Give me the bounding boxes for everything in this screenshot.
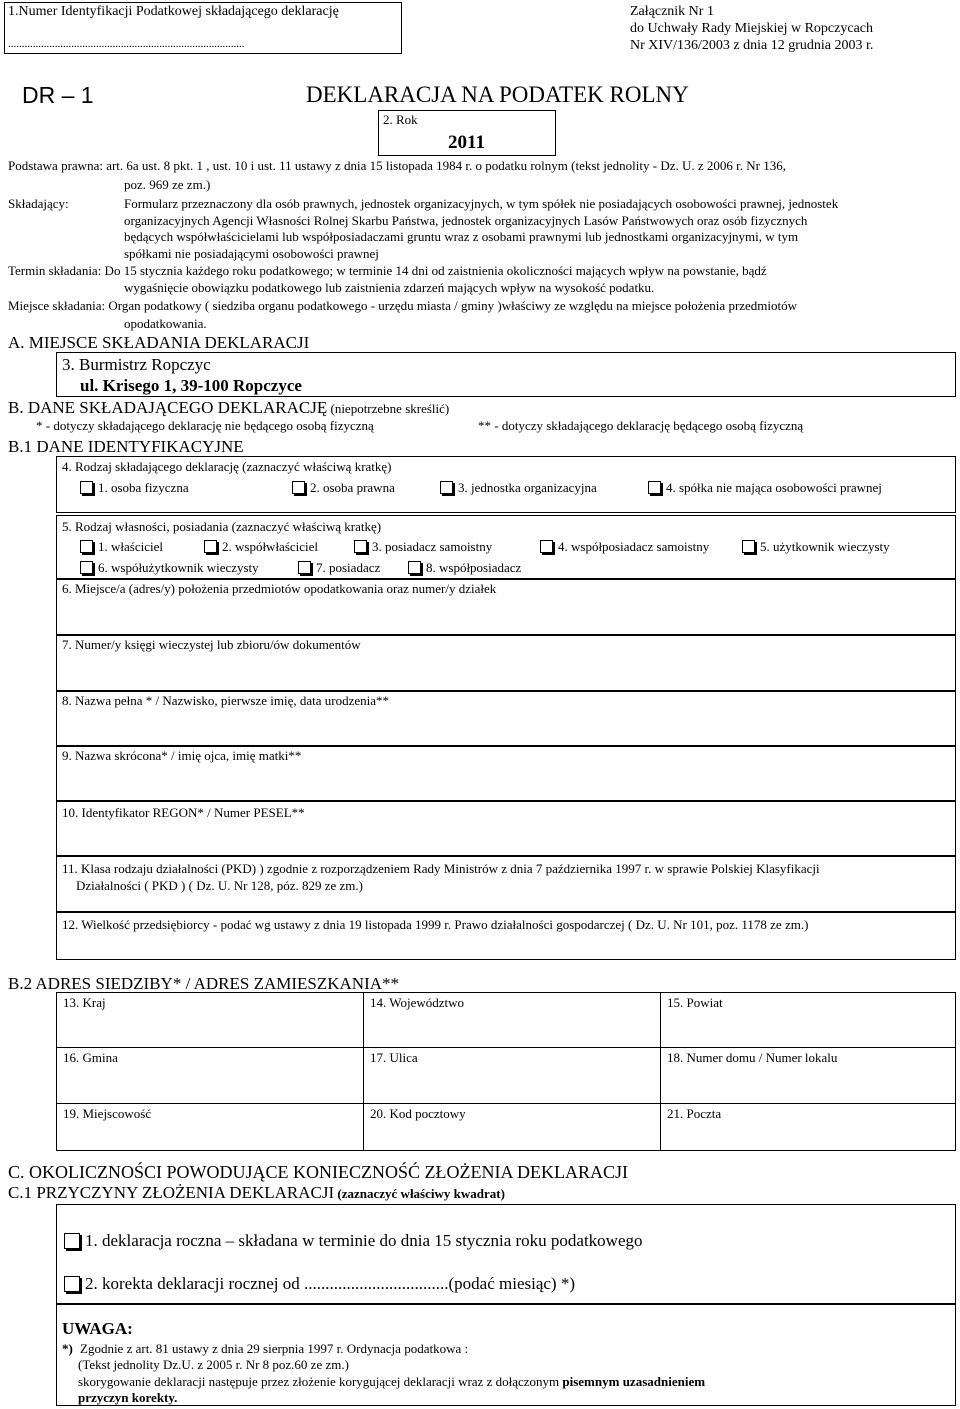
attachment-line3: Nr XIV/136/2003 z dnia 12 grudnia 2003 r. xyxy=(630,38,874,53)
form-title: DEKLARACJA NA PODATEK ROLNY xyxy=(306,82,689,107)
cell-country[interactable]: 13. Kraj xyxy=(56,992,364,1048)
field-5-option-3[interactable]: 3. posiadacz samoistny xyxy=(354,539,492,555)
year-label: 2. Rok xyxy=(383,112,418,127)
filer-line2: organizacyjnych Agencji Własności Rolnej Skarbu Państwa, jednostek organizacyjnych Lasów Państwowych oraz osób fizycznych xyxy=(124,213,808,228)
checkbox-icon[interactable] xyxy=(204,540,217,553)
field-10-label: 10. Identyfikator REGON* / Numer PESEL** xyxy=(62,805,305,820)
notice-title: UWAGA: xyxy=(62,1319,133,1338)
filer-line1: Formularz przeznaczony dla osób prawnych, jednostek organizacyjnych, w tym spółek nie posiadających osobowości prawnej, jednostek xyxy=(124,196,839,211)
form-code: DR – 1 xyxy=(22,82,94,108)
notice-line4: przyczyn korekty. xyxy=(78,1390,178,1405)
field-5-label: 5. Rodzaj własności, posiadania (zaznaczyć właściwą kratkę) xyxy=(62,519,382,534)
section-b-title-row xyxy=(8,398,449,418)
checkbox-icon[interactable] xyxy=(80,561,93,574)
field-5-option-4[interactable]: 4. współposiadacz samoistny xyxy=(540,539,709,555)
field-8-label: 8. Nazwa pełna * / Nazwisko, pierwsze imię, data urodzenia** xyxy=(62,693,390,708)
section-a-title: A. MIEJSCE SKŁADANIA DEKLARACJI xyxy=(8,333,310,352)
cell-postal-code[interactable]: 20. Kod pocztowy xyxy=(363,1103,661,1151)
legal-basis-line1: Podstawa prawna: art. 6a ust. 8 pkt. 1 , ust. 10 i ust. 11 ustawy z dnia 15 listopada 1984 r. o podatku rolnym (tekst jednolity - Dz. U. z 2006 r. Nr 136, xyxy=(8,158,786,173)
section-b1-title: B.1 DANE IDENTYFIKACYJNE xyxy=(8,437,244,456)
deadline-line2: wygaśnięcie obowiązku podatkowego lub zaistnienia zdarzeń mających wpływ na wysokość podatku. xyxy=(124,280,655,295)
section-b-title-note: (niepotrzebne skreślić) xyxy=(330,401,450,416)
field-9-label: 9. Nazwa skrócona* / imię ojca, imię matki** xyxy=(62,748,302,763)
field-4-option-1[interactable]: 1. osoba fizyczna xyxy=(80,480,189,496)
checkbox-icon[interactable] xyxy=(540,540,553,553)
year-value: 2011 xyxy=(448,132,485,153)
field-5-option-7[interactable]: 7. posiadacz xyxy=(298,560,380,576)
cell-county[interactable]: 15. Powiat xyxy=(660,992,956,1048)
cell-post-office[interactable]: 21. Poczta xyxy=(660,1103,956,1151)
field-7-label: 7. Numer/y księgi wieczystej lub zbioru/ów dokumentów xyxy=(62,637,361,652)
notice-asterisk: *) xyxy=(62,1341,73,1356)
tax-office-address: ul. Krisego 1, 39-100 Ropczyce xyxy=(80,376,302,395)
checkbox-icon[interactable] xyxy=(648,481,661,494)
field-4-label: 4. Rodzaj składającego deklarację (zaznaczyć właściwą kratkę) xyxy=(62,459,392,474)
section-c1-title: C.1 PRZYCZYNY ZŁOŻENIA DEKLARACJI xyxy=(8,1183,335,1202)
checkbox-icon[interactable] xyxy=(80,481,93,494)
checkbox-icon[interactable] xyxy=(440,481,453,494)
section-b-note1: * - dotyczy składającego deklarację nie będącego osobą fizyczną xyxy=(36,418,374,433)
notice-line2: (Tekst jednolity Dz.U. z 2005 r. Nr 8 poz.60 ze zm.) xyxy=(78,1357,349,1372)
section-b2-title: B.2 ADRES SIEDZIBY* / ADRES ZAMIESZKANIA** xyxy=(8,974,400,993)
checkbox-icon[interactable] xyxy=(742,540,755,553)
nip-label: 1.Numer Identyfikacji Podatkowej składającego deklarację xyxy=(8,4,339,19)
section-c-title: C. OKOLICZNOŚCI POWODUJĄCE KONIECZNOŚĆ ZŁOŻENIA DEKLARACJI xyxy=(8,1162,628,1182)
field-5-option-6[interactable]: 6. współużytkownik wieczysty xyxy=(80,560,259,576)
field-5-option-5[interactable]: 5. użytkownik wieczysty xyxy=(742,539,890,555)
section-b-note2: ** - dotyczy składającego deklarację będącego osobą fizyczną xyxy=(478,418,804,433)
field-4-option-2[interactable]: 2. osoba prawna xyxy=(292,480,395,496)
checkbox-icon[interactable] xyxy=(80,540,93,553)
section-c1-note: (zaznaczyć właściwy kwadrat) xyxy=(337,1186,505,1201)
cell-city[interactable]: 19. Miejscowość xyxy=(56,1103,364,1151)
notice-line3: skorygowanie deklaracji następuje przez złożenie korygującej deklaracji wraz z dołączonym pisemnym uzasadnieniem xyxy=(78,1374,706,1389)
field-5-option-8[interactable]: 8. współposiadacz xyxy=(408,560,521,576)
cell-commune[interactable]: 16. Gmina xyxy=(56,1047,364,1104)
filer-line3: będących współwłaścicielami lub współposiadaczami gruntu wraz z osobami prawnymi lub jednostkami organizacyjnymi, w tym xyxy=(124,229,799,244)
checkbox-icon[interactable] xyxy=(64,1276,80,1292)
cell-house-number[interactable]: 18. Numer domu / Numer lokalu xyxy=(660,1047,956,1104)
field-5-option-1[interactable]: 1. właściciel xyxy=(80,539,163,555)
checkbox-icon[interactable] xyxy=(292,481,305,494)
field-4-option-4[interactable]: 4. spółka nie mająca osobowości prawnej xyxy=(648,480,882,496)
notice-line1: Zgodnie z art. 81 ustawy z dnia 29 sierpnia 1997 r. Ordynacja podatkowa : xyxy=(80,1341,469,1356)
checkbox-icon[interactable] xyxy=(354,540,367,553)
field-4-option-3[interactable]: 3. jednostka organizacyjna xyxy=(440,480,597,496)
section-c1-title-row xyxy=(8,1183,505,1203)
checkbox-icon[interactable] xyxy=(298,561,311,574)
field-6-label: 6. Miejsce/a (adres/y) położenia przedmiotów opodatkowania oraz numer/y działek xyxy=(62,581,497,596)
field-11-label-line2: Działalności ( PKD ) ( Dz. U. Nr 128, póz. 829 ze zm.) xyxy=(76,878,364,893)
filer-line4: spółkami nie posiadającymi osobowości prawnej xyxy=(124,246,379,261)
tax-office-name: 3. Burmistrz Ropczyc xyxy=(62,355,211,374)
field-5-option-2[interactable]: 2. współwłaściciel xyxy=(204,539,318,555)
cell-street[interactable]: 17. Ulica xyxy=(363,1047,661,1104)
reason-option-correction[interactable]: 2. korekta deklaracji rocznej od ..................................(podać miesiąc) *) xyxy=(64,1274,575,1294)
checkbox-icon[interactable] xyxy=(408,561,421,574)
attachment-line1: Załącznik Nr 1 xyxy=(630,4,714,19)
checkbox-icon[interactable] xyxy=(64,1233,80,1249)
deadline-line1: Termin składania: Do 15 stycznia każdego roku podatkowego; w terminie 14 dni od zaistnienia okoliczności mających wpływ na powstanie, bądź xyxy=(8,263,767,278)
place-line2: opodatkowania. xyxy=(124,316,207,331)
filer-label: Składający: xyxy=(8,196,69,211)
attachment-line2: do Uchwały Rady Miejskiej w Ropczycach xyxy=(630,21,873,36)
field-12-label: 12. Wielkość przedsiębiorcy - podać wg ustawy z dnia 19 listopada 1999 r. Prawo działalności gospodarczej ( Dz. U. Nr 101, poz. 1178 ze zm.) xyxy=(62,917,809,932)
cell-voivodeship[interactable]: 14. Województwo xyxy=(363,992,661,1048)
reason-option-annual[interactable]: 1. deklaracja roczna – składana w terminie do dnia 15 stycznia roku podatkowego xyxy=(64,1231,643,1251)
place-line1: Miejsce składania: Organ podatkowy ( siedziba organu podatkowego - urzędu miasta / gminy )właściwy ze względu na miejsce położenia przedmiotów xyxy=(8,298,798,313)
section-b-title: B. DANE SKŁADAJĄCEGO DEKLARACJĘ xyxy=(8,398,328,417)
field-11-label-line1: 11. Klasa rodzaju działalności (PKD) ) zgodnie z rozporządzeniem Rady Ministrów z dnia 7 października 1997 r. w sprawie Polskiej Klasyfikacji xyxy=(62,861,820,876)
legal-basis-line2: poz. 969 ze zm.) xyxy=(124,177,211,192)
nip-dots: ...................................................................................... xyxy=(8,38,245,50)
